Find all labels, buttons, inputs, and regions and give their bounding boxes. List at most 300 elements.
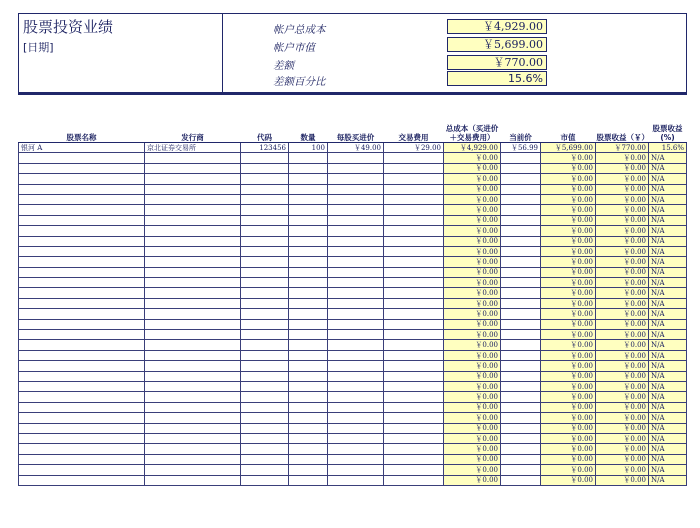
cell-gain[interactable]: ￥0.00 (596, 361, 649, 371)
cell-gain-pct[interactable]: N/A (649, 413, 687, 423)
cell-fee[interactable] (384, 226, 444, 236)
cell-gain[interactable]: ￥0.00 (596, 475, 649, 485)
cell-code[interactable] (241, 246, 289, 256)
cell-issuer[interactable] (145, 236, 241, 246)
cell-name[interactable] (19, 298, 145, 308)
cell-issuer[interactable] (145, 194, 241, 204)
cell-name[interactable] (19, 340, 145, 350)
cell-gain[interactable]: ￥0.00 (596, 444, 649, 454)
cell-total-cost[interactable]: ￥4,929.00 (444, 143, 501, 153)
cell-name[interactable] (19, 361, 145, 371)
cell-fee[interactable] (384, 288, 444, 298)
cell-issuer[interactable] (145, 433, 241, 443)
cell-gain-pct[interactable]: N/A (649, 330, 687, 340)
cell-gain-pct[interactable]: N/A (649, 361, 687, 371)
cell-gain-pct[interactable]: N/A (649, 465, 687, 475)
cell-quantity[interactable] (289, 454, 328, 464)
cell-price[interactable] (328, 371, 384, 381)
cell-gain[interactable]: ￥0.00 (596, 246, 649, 256)
cell-issuer[interactable]: 京北证券交易所 (145, 143, 241, 153)
cell-name[interactable] (19, 475, 145, 485)
cell-quantity[interactable] (289, 174, 328, 184)
cell-price[interactable] (328, 184, 384, 194)
cell-price[interactable] (328, 381, 384, 391)
cell-price[interactable] (328, 330, 384, 340)
cell-fee[interactable] (384, 174, 444, 184)
cell-issuer[interactable] (145, 153, 241, 163)
cell-market-value[interactable]: ￥0.00 (541, 444, 596, 454)
cell-name[interactable] (19, 174, 145, 184)
cell-market-value[interactable]: ￥0.00 (541, 153, 596, 163)
cell-gain[interactable]: ￥0.00 (596, 340, 649, 350)
cell-quantity[interactable] (289, 267, 328, 277)
cell-price[interactable] (328, 465, 384, 475)
cell-gain[interactable]: ￥0.00 (596, 236, 649, 246)
cell-issuer[interactable] (145, 298, 241, 308)
cell-total-cost[interactable]: ￥0.00 (444, 402, 501, 412)
cell-current-price[interactable] (501, 257, 541, 267)
cell-gain-pct[interactable]: N/A (649, 392, 687, 402)
cell-price[interactable] (328, 340, 384, 350)
cell-current-price[interactable] (501, 361, 541, 371)
cell-name[interactable] (19, 257, 145, 267)
cell-market-value[interactable]: ￥0.00 (541, 423, 596, 433)
cell-code[interactable] (241, 278, 289, 288)
cell-market-value[interactable]: ￥0.00 (541, 309, 596, 319)
cell-code[interactable] (241, 413, 289, 423)
cell-name[interactable] (19, 433, 145, 443)
cell-market-value[interactable]: ￥0.00 (541, 236, 596, 246)
cell-market-value[interactable]: ￥0.00 (541, 194, 596, 204)
cell-price[interactable] (328, 309, 384, 319)
cell-total-cost[interactable]: ￥0.00 (444, 381, 501, 391)
cell-gain-pct[interactable]: N/A (649, 215, 687, 225)
cell-fee[interactable] (384, 413, 444, 423)
cell-gain[interactable]: ￥0.00 (596, 163, 649, 173)
cell-gain[interactable]: ￥0.00 (596, 153, 649, 163)
cell-name[interactable] (19, 205, 145, 215)
cell-price[interactable]: ￥49.00 (328, 143, 384, 153)
cell-issuer[interactable] (145, 413, 241, 423)
cell-gain-pct[interactable]: N/A (649, 226, 687, 236)
cell-current-price[interactable] (501, 402, 541, 412)
cell-current-price[interactable] (501, 413, 541, 423)
cell-market-value[interactable]: ￥0.00 (541, 226, 596, 236)
cell-current-price[interactable] (501, 330, 541, 340)
cell-price[interactable] (328, 298, 384, 308)
cell-quantity[interactable] (289, 413, 328, 423)
cell-current-price[interactable] (501, 226, 541, 236)
cell-total-cost[interactable]: ￥0.00 (444, 298, 501, 308)
cell-gain-pct[interactable]: N/A (649, 444, 687, 454)
cell-issuer[interactable] (145, 184, 241, 194)
cell-gain[interactable]: ￥0.00 (596, 465, 649, 475)
cell-fee[interactable] (384, 319, 444, 329)
cell-code[interactable] (241, 184, 289, 194)
cell-name[interactable] (19, 309, 145, 319)
cell-quantity[interactable] (289, 309, 328, 319)
cell-quantity[interactable]: 100 (289, 143, 328, 153)
cell-quantity[interactable] (289, 371, 328, 381)
cell-fee[interactable] (384, 194, 444, 204)
cell-gain[interactable]: ￥0.00 (596, 454, 649, 464)
cell-gain[interactable]: ￥0.00 (596, 174, 649, 184)
cell-name[interactable] (19, 184, 145, 194)
cell-gain-pct[interactable]: N/A (649, 257, 687, 267)
cell-name[interactable] (19, 236, 145, 246)
cell-code[interactable] (241, 423, 289, 433)
cell-price[interactable] (328, 288, 384, 298)
cell-current-price[interactable] (501, 309, 541, 319)
cell-current-price[interactable] (501, 475, 541, 485)
cell-fee[interactable] (384, 330, 444, 340)
cell-name[interactable] (19, 454, 145, 464)
cell-gain[interactable]: ￥0.00 (596, 205, 649, 215)
cell-issuer[interactable] (145, 465, 241, 475)
cell-gain[interactable]: ￥0.00 (596, 350, 649, 360)
cell-total-cost[interactable]: ￥0.00 (444, 163, 501, 173)
total-cost-value[interactable]: ￥4,929.00 (447, 19, 547, 34)
cell-code[interactable] (241, 194, 289, 204)
cell-gain[interactable]: ￥0.00 (596, 413, 649, 423)
cell-quantity[interactable] (289, 444, 328, 454)
cell-code[interactable] (241, 350, 289, 360)
cell-price[interactable] (328, 163, 384, 173)
cell-total-cost[interactable]: ￥0.00 (444, 433, 501, 443)
cell-current-price[interactable] (501, 423, 541, 433)
cell-total-cost[interactable]: ￥0.00 (444, 361, 501, 371)
cell-code[interactable] (241, 444, 289, 454)
cell-issuer[interactable] (145, 309, 241, 319)
cell-quantity[interactable] (289, 153, 328, 163)
cell-name[interactable] (19, 402, 145, 412)
cell-current-price[interactable] (501, 288, 541, 298)
cell-code[interactable] (241, 330, 289, 340)
cell-fee[interactable] (384, 257, 444, 267)
cell-gain[interactable]: ￥0.00 (596, 257, 649, 267)
cell-issuer[interactable] (145, 174, 241, 184)
cell-current-price[interactable] (501, 340, 541, 350)
cell-issuer[interactable] (145, 226, 241, 236)
cell-price[interactable] (328, 205, 384, 215)
cell-code[interactable] (241, 465, 289, 475)
cell-current-price[interactable] (501, 174, 541, 184)
cell-total-cost[interactable]: ￥0.00 (444, 475, 501, 485)
cell-name[interactable] (19, 246, 145, 256)
cell-current-price[interactable] (501, 433, 541, 443)
cell-fee[interactable] (384, 454, 444, 464)
cell-code[interactable] (241, 153, 289, 163)
cell-total-cost[interactable]: ￥0.00 (444, 465, 501, 475)
cell-code[interactable] (241, 257, 289, 267)
cell-gain[interactable]: ￥0.00 (596, 330, 649, 340)
cell-quantity[interactable] (289, 194, 328, 204)
cell-current-price[interactable]: ￥56.99 (501, 143, 541, 153)
cell-price[interactable] (328, 226, 384, 236)
cell-gain-pct[interactable]: N/A (649, 288, 687, 298)
cell-fee[interactable] (384, 184, 444, 194)
cell-quantity[interactable] (289, 257, 328, 267)
cell-total-cost[interactable]: ￥0.00 (444, 392, 501, 402)
cell-gain[interactable]: ￥0.00 (596, 381, 649, 391)
cell-issuer[interactable] (145, 278, 241, 288)
cell-price[interactable] (328, 392, 384, 402)
cell-total-cost[interactable]: ￥0.00 (444, 288, 501, 298)
cell-market-value[interactable]: ￥0.00 (541, 371, 596, 381)
cell-code[interactable] (241, 288, 289, 298)
cell-quantity[interactable] (289, 226, 328, 236)
cell-gain[interactable]: ￥0.00 (596, 184, 649, 194)
cell-gain-pct[interactable]: 15.6% (649, 143, 687, 153)
cell-gain[interactable]: ￥0.00 (596, 371, 649, 381)
cell-code[interactable] (241, 298, 289, 308)
cell-current-price[interactable] (501, 319, 541, 329)
cell-issuer[interactable] (145, 402, 241, 412)
cell-issuer[interactable] (145, 371, 241, 381)
cell-total-cost[interactable]: ￥0.00 (444, 330, 501, 340)
cell-issuer[interactable] (145, 340, 241, 350)
cell-current-price[interactable] (501, 236, 541, 246)
cell-fee[interactable] (384, 153, 444, 163)
cell-issuer[interactable] (145, 246, 241, 256)
cell-quantity[interactable] (289, 319, 328, 329)
cell-current-price[interactable] (501, 184, 541, 194)
cell-market-value[interactable]: ￥0.00 (541, 465, 596, 475)
cell-name[interactable] (19, 444, 145, 454)
cell-current-price[interactable] (501, 465, 541, 475)
cell-quantity[interactable] (289, 163, 328, 173)
cell-market-value[interactable]: ￥0.00 (541, 433, 596, 443)
cell-market-value[interactable]: ￥0.00 (541, 319, 596, 329)
cell-quantity[interactable] (289, 465, 328, 475)
cell-total-cost[interactable]: ￥0.00 (444, 267, 501, 277)
cell-total-cost[interactable]: ￥0.00 (444, 205, 501, 215)
cell-fee[interactable] (384, 371, 444, 381)
cell-name[interactable] (19, 413, 145, 423)
cell-gain[interactable]: ￥0.00 (596, 278, 649, 288)
cell-name[interactable] (19, 267, 145, 277)
cell-price[interactable] (328, 361, 384, 371)
cell-name[interactable] (19, 278, 145, 288)
cell-price[interactable] (328, 475, 384, 485)
cell-total-cost[interactable]: ￥0.00 (444, 444, 501, 454)
cell-name[interactable] (19, 163, 145, 173)
difference-value[interactable]: ￥770.00 (447, 55, 547, 70)
cell-code[interactable]: 123456 (241, 143, 289, 153)
cell-fee[interactable] (384, 246, 444, 256)
cell-code[interactable] (241, 454, 289, 464)
cell-issuer[interactable] (145, 361, 241, 371)
cell-fee[interactable] (384, 309, 444, 319)
cell-gain-pct[interactable]: N/A (649, 402, 687, 412)
cell-code[interactable] (241, 236, 289, 246)
cell-gain-pct[interactable]: N/A (649, 309, 687, 319)
cell-total-cost[interactable]: ￥0.00 (444, 371, 501, 381)
cell-current-price[interactable] (501, 298, 541, 308)
cell-market-value[interactable]: ￥0.00 (541, 288, 596, 298)
cell-market-value[interactable]: ￥0.00 (541, 350, 596, 360)
cell-fee[interactable] (384, 298, 444, 308)
cell-code[interactable] (241, 319, 289, 329)
cell-market-value[interactable]: ￥0.00 (541, 392, 596, 402)
cell-market-value[interactable]: ￥0.00 (541, 381, 596, 391)
cell-total-cost[interactable]: ￥0.00 (444, 319, 501, 329)
cell-issuer[interactable] (145, 330, 241, 340)
cell-price[interactable] (328, 423, 384, 433)
cell-issuer[interactable] (145, 392, 241, 402)
cell-quantity[interactable] (289, 402, 328, 412)
cell-total-cost[interactable]: ￥0.00 (444, 340, 501, 350)
cell-code[interactable] (241, 361, 289, 371)
cell-current-price[interactable] (501, 350, 541, 360)
cell-gain[interactable]: ￥0.00 (596, 226, 649, 236)
cell-price[interactable] (328, 153, 384, 163)
cell-code[interactable] (241, 215, 289, 225)
cell-gain-pct[interactable]: N/A (649, 381, 687, 391)
cell-issuer[interactable] (145, 288, 241, 298)
cell-gain-pct[interactable]: N/A (649, 205, 687, 215)
cell-current-price[interactable] (501, 205, 541, 215)
cell-name[interactable] (19, 465, 145, 475)
cell-issuer[interactable] (145, 454, 241, 464)
cell-gain[interactable]: ￥770.00 (596, 143, 649, 153)
cell-fee[interactable] (384, 444, 444, 454)
cell-fee[interactable] (384, 278, 444, 288)
cell-gain-pct[interactable]: N/A (649, 194, 687, 204)
cell-issuer[interactable] (145, 444, 241, 454)
cell-price[interactable] (328, 278, 384, 288)
cell-issuer[interactable] (145, 381, 241, 391)
cell-price[interactable] (328, 174, 384, 184)
cell-name[interactable] (19, 215, 145, 225)
cell-total-cost[interactable]: ￥0.00 (444, 423, 501, 433)
cell-gain-pct[interactable]: N/A (649, 423, 687, 433)
cell-price[interactable] (328, 413, 384, 423)
cell-issuer[interactable] (145, 475, 241, 485)
cell-code[interactable] (241, 402, 289, 412)
cell-quantity[interactable] (289, 288, 328, 298)
cell-code[interactable] (241, 475, 289, 485)
cell-market-value[interactable]: ￥0.00 (541, 475, 596, 485)
cell-price[interactable] (328, 402, 384, 412)
cell-quantity[interactable] (289, 433, 328, 443)
cell-price[interactable] (328, 215, 384, 225)
cell-name[interactable] (19, 194, 145, 204)
cell-fee[interactable] (384, 340, 444, 350)
cell-name[interactable] (19, 288, 145, 298)
cell-price[interactable] (328, 257, 384, 267)
cell-total-cost[interactable]: ￥0.00 (444, 215, 501, 225)
cell-market-value[interactable]: ￥0.00 (541, 413, 596, 423)
cell-code[interactable] (241, 371, 289, 381)
cell-market-value[interactable]: ￥0.00 (541, 402, 596, 412)
cell-name[interactable] (19, 319, 145, 329)
cell-code[interactable] (241, 309, 289, 319)
cell-price[interactable] (328, 236, 384, 246)
cell-total-cost[interactable]: ￥0.00 (444, 246, 501, 256)
cell-issuer[interactable] (145, 350, 241, 360)
date-field[interactable]: [日期] (23, 41, 54, 54)
cell-current-price[interactable] (501, 381, 541, 391)
cell-total-cost[interactable]: ￥0.00 (444, 236, 501, 246)
cell-fee[interactable] (384, 475, 444, 485)
cell-quantity[interactable] (289, 184, 328, 194)
cell-current-price[interactable] (501, 194, 541, 204)
cell-current-price[interactable] (501, 454, 541, 464)
cell-code[interactable] (241, 392, 289, 402)
cell-market-value[interactable]: ￥0.00 (541, 205, 596, 215)
cell-gain[interactable]: ￥0.00 (596, 194, 649, 204)
cell-market-value[interactable]: ￥0.00 (541, 340, 596, 350)
cell-name[interactable] (19, 392, 145, 402)
cell-quantity[interactable] (289, 330, 328, 340)
cell-issuer[interactable] (145, 215, 241, 225)
cell-quantity[interactable] (289, 205, 328, 215)
cell-issuer[interactable] (145, 423, 241, 433)
cell-total-cost[interactable]: ￥0.00 (444, 454, 501, 464)
cell-quantity[interactable] (289, 340, 328, 350)
cell-fee[interactable] (384, 350, 444, 360)
cell-market-value[interactable]: ￥0.00 (541, 174, 596, 184)
cell-market-value[interactable]: ￥0.00 (541, 267, 596, 277)
cell-name[interactable] (19, 423, 145, 433)
cell-price[interactable] (328, 267, 384, 277)
cell-quantity[interactable] (289, 350, 328, 360)
cell-code[interactable] (241, 381, 289, 391)
cell-quantity[interactable] (289, 475, 328, 485)
market-value-value[interactable]: ￥5,699.00 (447, 37, 547, 52)
cell-gain[interactable]: ￥0.00 (596, 215, 649, 225)
cell-fee[interactable]: ￥29.00 (384, 143, 444, 153)
cell-price[interactable] (328, 444, 384, 454)
cell-market-value[interactable]: ￥0.00 (541, 330, 596, 340)
cell-market-value[interactable]: ￥0.00 (541, 163, 596, 173)
cell-quantity[interactable] (289, 361, 328, 371)
cell-gain[interactable]: ￥0.00 (596, 319, 649, 329)
cell-fee[interactable] (384, 215, 444, 225)
cell-total-cost[interactable]: ￥0.00 (444, 226, 501, 236)
cell-code[interactable] (241, 340, 289, 350)
cell-gain[interactable]: ￥0.00 (596, 423, 649, 433)
cell-gain[interactable]: ￥0.00 (596, 298, 649, 308)
cell-gain-pct[interactable]: N/A (649, 153, 687, 163)
cell-fee[interactable] (384, 392, 444, 402)
cell-issuer[interactable] (145, 319, 241, 329)
cell-market-value[interactable]: ￥0.00 (541, 184, 596, 194)
cell-gain-pct[interactable]: N/A (649, 163, 687, 173)
cell-gain[interactable]: ￥0.00 (596, 402, 649, 412)
cell-gain-pct[interactable]: N/A (649, 454, 687, 464)
cell-market-value[interactable]: ￥0.00 (541, 246, 596, 256)
cell-current-price[interactable] (501, 246, 541, 256)
cell-quantity[interactable] (289, 298, 328, 308)
cell-gain-pct[interactable]: N/A (649, 340, 687, 350)
cell-fee[interactable] (384, 205, 444, 215)
cell-market-value[interactable]: ￥0.00 (541, 361, 596, 371)
cell-fee[interactable] (384, 423, 444, 433)
cell-fee[interactable] (384, 433, 444, 443)
cell-market-value[interactable]: ￥0.00 (541, 257, 596, 267)
cell-total-cost[interactable]: ￥0.00 (444, 174, 501, 184)
cell-gain[interactable]: ￥0.00 (596, 433, 649, 443)
cell-gain-pct[interactable]: N/A (649, 278, 687, 288)
cell-current-price[interactable] (501, 371, 541, 381)
cell-price[interactable] (328, 454, 384, 464)
cell-price[interactable] (328, 433, 384, 443)
cell-name[interactable] (19, 371, 145, 381)
cell-total-cost[interactable]: ￥0.00 (444, 278, 501, 288)
cell-market-value[interactable]: ￥0.00 (541, 454, 596, 464)
